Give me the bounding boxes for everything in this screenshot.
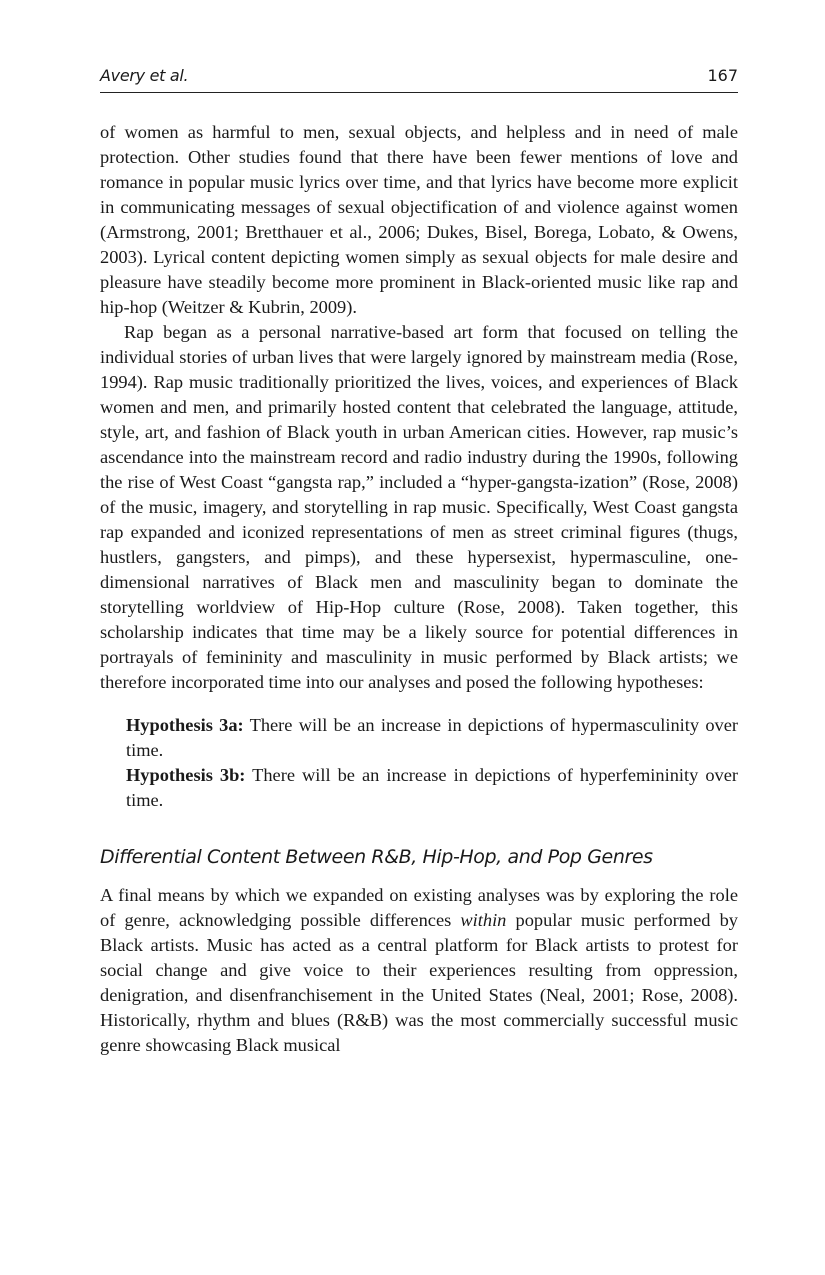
section-heading: Differential Content Between R&B, Hip-Hop, and Pop Genres <box>100 846 653 868</box>
article-body <box>100 120 738 1058</box>
paragraph-1: of women as harmful to men, sexual objects, and helpless and in need of male protection. Other studies found that there have been fewer mentions of love and romance in popular music lyrics over time, and that lyrics have become more explicit in communicating messages of sexual objectification of and violence against women (Armstrong, 2001; Bretthauer et al., 2006; Dukes, Bisel, Borega, Lobato, & Owens, 2003). Lyrical content depicting women simply as sexual objects for male desire and pleasure have steadily become more prominent in Black-oriented music like rap and hip-hop (Weitzer & Kubrin, 2009). <box>100 122 738 317</box>
hypothesis-3a-label: Hypothesis 3a: <box>126 715 244 735</box>
hypothesis-3b-text: There will be an increase in depictions of hyperfemininity over time. <box>126 765 738 810</box>
running-header <box>100 62 738 93</box>
hypothesis-3a <box>126 713 738 763</box>
paragraph-3-emphasis: within <box>460 910 507 930</box>
paragraph-3 <box>100 883 738 1058</box>
running-head-authors: Avery et al. <box>100 66 189 85</box>
hypothesis-3b-label: Hypothesis 3b: <box>126 765 246 785</box>
page-number: 167 <box>707 66 738 85</box>
hypothesis-3a-text: There will be an increase in depictions of hypermasculinity over time. <box>126 715 738 760</box>
paragraph-3-part-1: A final means by which we expanded on existing analyses was by exploring the role of genre, acknowledging possible differences <box>100 885 738 930</box>
hypotheses-list <box>126 713 738 813</box>
paragraph-3-part-2: popular music performed by Black artists. Music has acted as a central platform for Black artists to protest for social change and give voice to their experiences resulting from oppression, denigration, and disenfranchisement in the United States (Neal, 2001; Rose, 2008). Historically, rhythm and blues (R&B) was the most commercially successful music genre showcasing Black musical <box>100 910 738 1055</box>
hypothesis-3b <box>126 763 738 813</box>
paragraph-2: Rap began as a personal narrative-based art form that focused on telling the individual stories of urban lives that were largely ignored by mainstream media (Rose, 1994). Rap music traditionally prioritized the lives, voices, and experiences of Black women and men, and primarily hosted content that celebrated the language, attitude, style, art, and fashion of Black youth in urban American cities. However, rap music’s ascendance into the mainstream record and radio industry during the 1990s, following the rise of West Coast “gangsta rap,” included a “hyper-gangsta-ization” (Rose, 2008) of the music, imagery, and storytelling in rap music. Specifically, West Coast gangsta rap expanded and iconized representations of men as street criminal figures (thugs, hustlers, gangsters, and pimps), and these hypersexist, hypermasculine, one-dimensional narratives of Black men and masculinity began to dominate the storytelling worldview of Hip-Hop culture (Rose, 2008). Taken together, this scholarship indicates that time may be a likely source for potential differences in portrayals of femininity and masculinity in music performed by Black artists; we therefore incorporated time into our analyses and posed the following hypotheses: <box>100 322 738 692</box>
